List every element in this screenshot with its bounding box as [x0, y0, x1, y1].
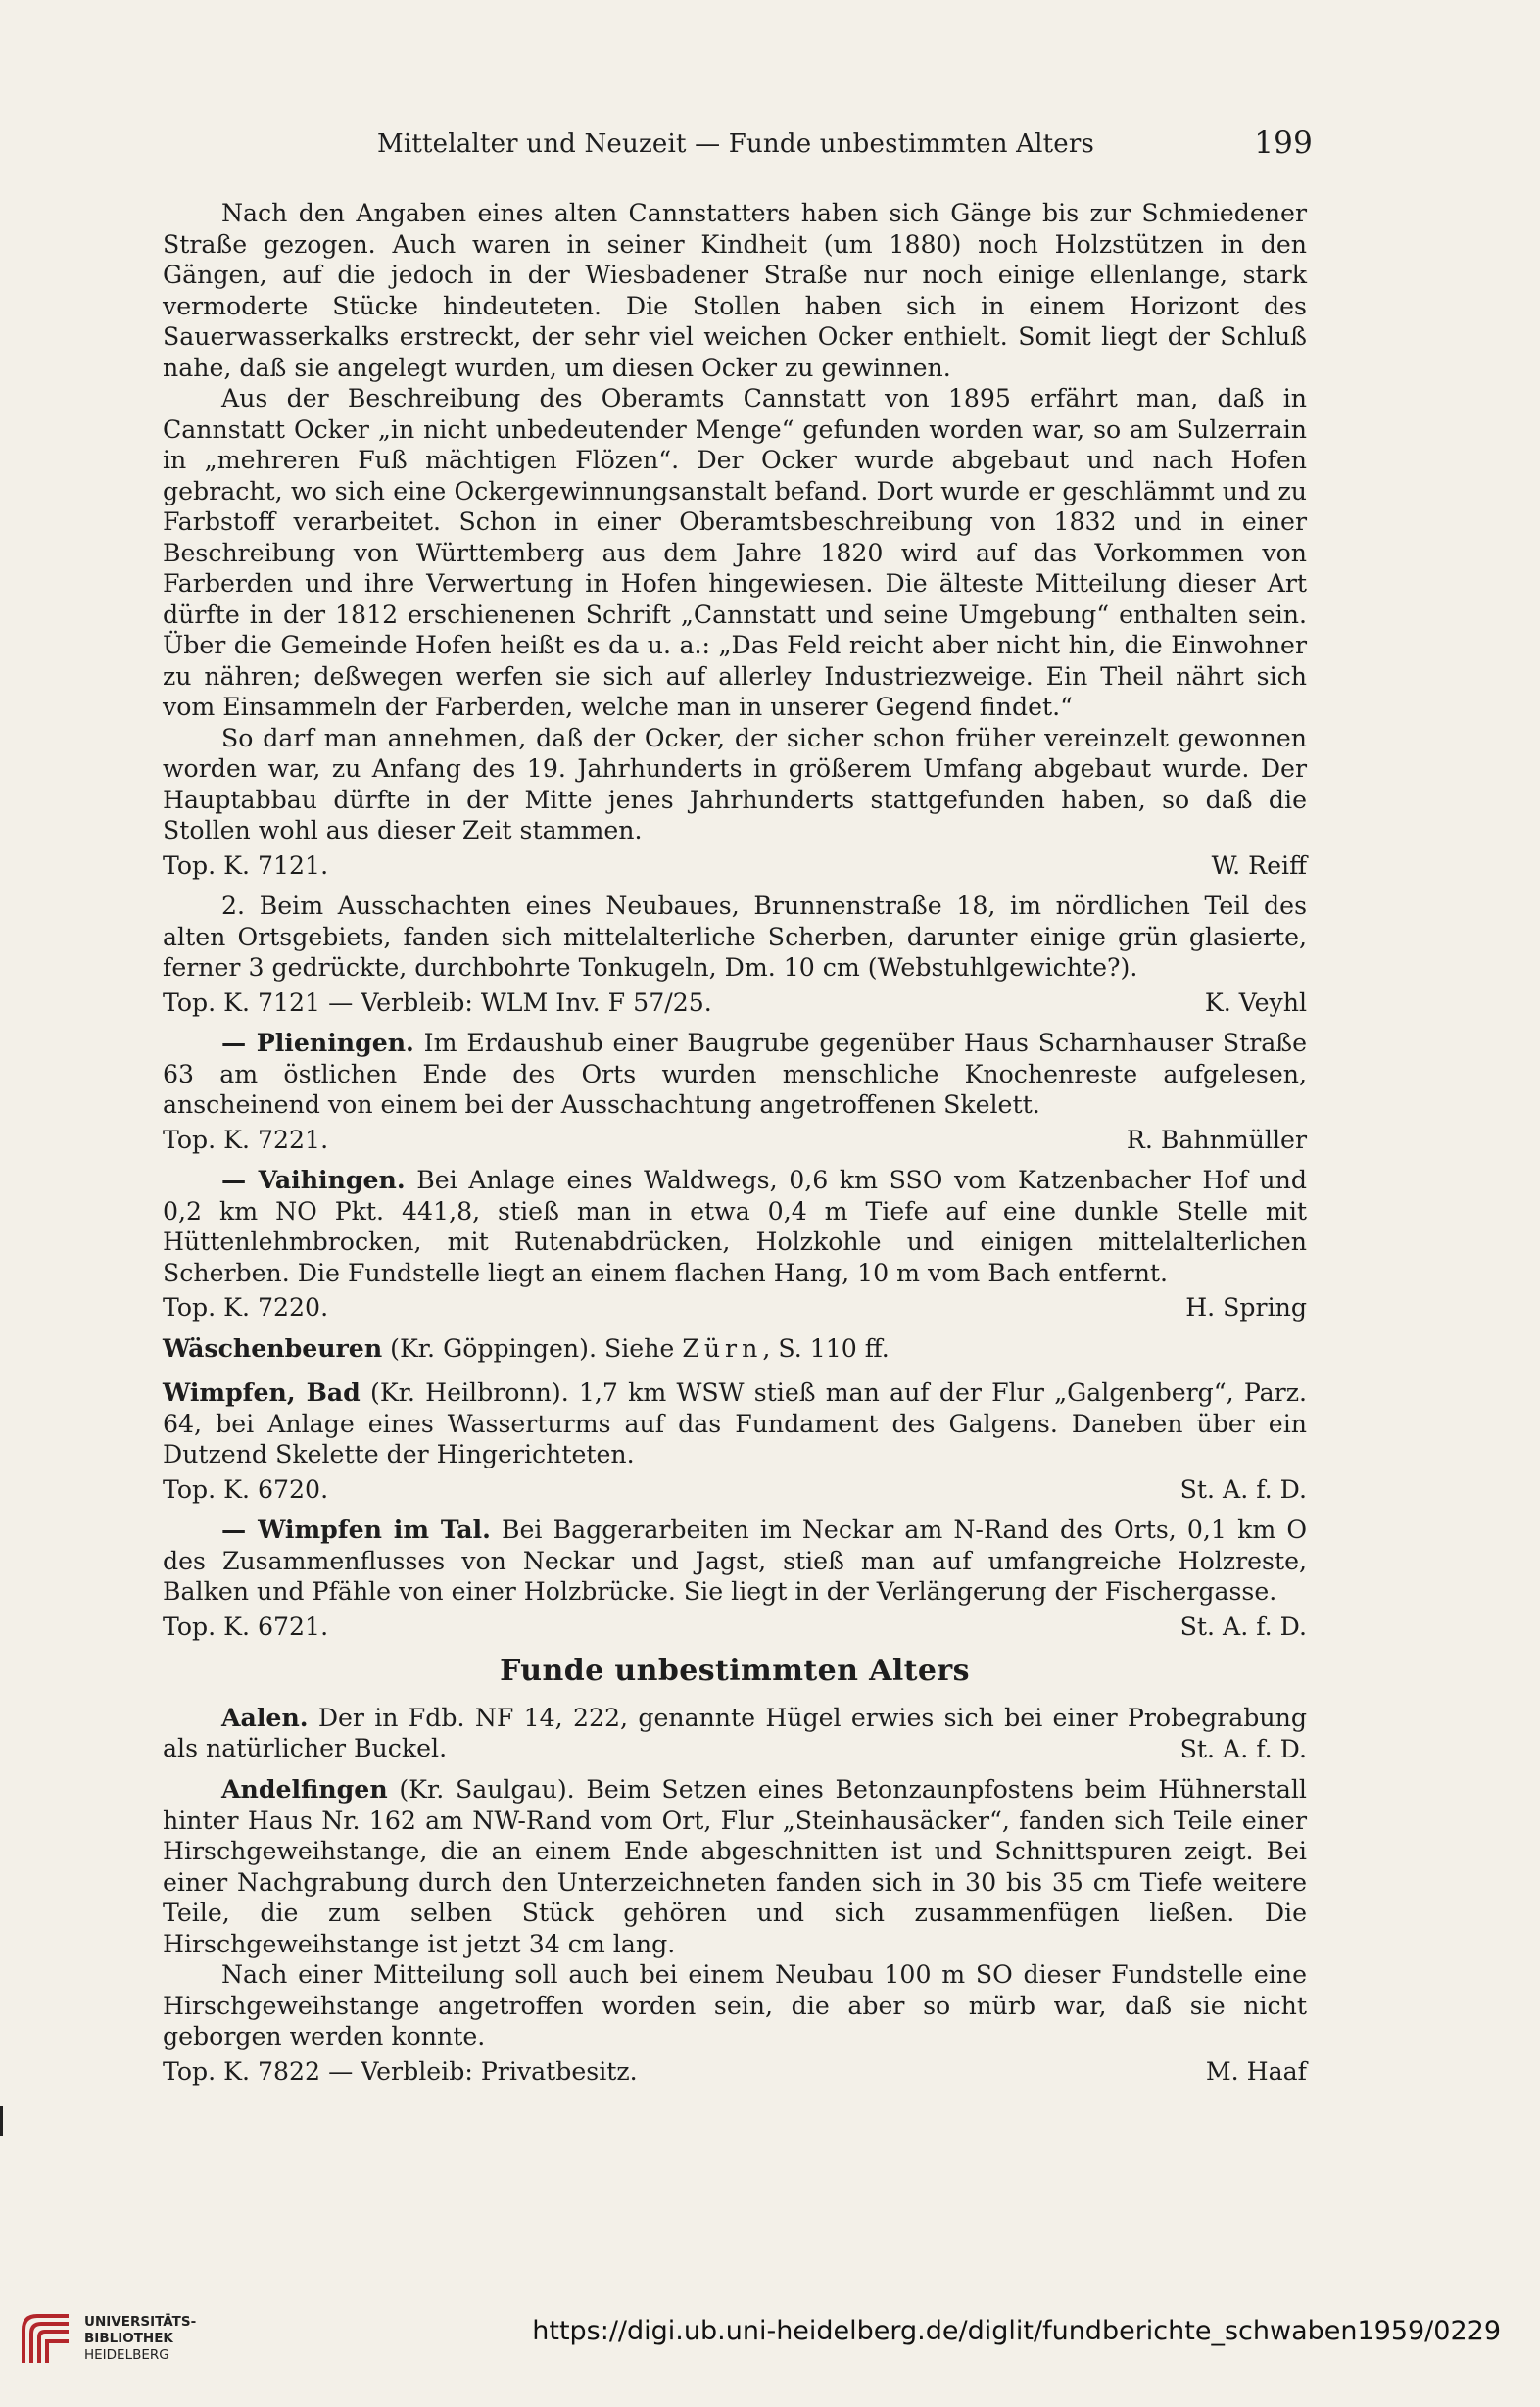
entry-heading: Wimpfen, Bad	[163, 1377, 361, 1407]
author: St. A. f. D.	[1179, 1612, 1307, 1641]
entry-andelfingen	[163, 1774, 1307, 1959]
library-name: UNIVERSITÄTS- BIBLIOTHEK HEIDELBERG	[84, 2314, 197, 2363]
reference-line	[163, 987, 1307, 1019]
author: St. A. f. D.	[1179, 1734, 1307, 1763]
entry-text: Bei Baggerarbeiten im Neckar am N-Rand des Orts, 0,1 km O des Zusammenflusses von Neckar und Jagst, stieß man auf umfangreiche Holzreste, Balken und Pfähle von einer Holzbrücke. Sie liegt in der Verlängerung der Fischergasse.	[163, 1516, 1307, 1606]
author: K. Veyhl	[1204, 987, 1307, 1017]
entry-heading: Andelfingen	[221, 1774, 388, 1804]
section-heading: Funde unbestimmten Alters	[500, 1654, 970, 1688]
page-body	[163, 198, 1307, 2096]
author: R. Bahnmüller	[1126, 1125, 1307, 1154]
paragraph: Aus der Beschreibung des Oberamts Cannstatt von 1895 erfährt man, daß in Cannstatt Ocker „in nicht unbedeutender Menge“ gefunden worden war, so am Sulzerrain in „mehreren Fuß mächtigen Flözen“. Der Ocker wurde abgebaut und nach Hofen gebracht, wo sich eine Ockergewinnungsanstalt befand. Dort wurde er geschlämmt und zu Farbstoff verarbeitet. Schon in einer Oberamtsbeschreibung von 1832 und in einer Beschreibung von Württemberg aus dem Jahre 1820 wird auf das Vorkommen von Farberden und ihre Verwertung in Hofen hingewiesen. Die älteste Mitteilung dieser Art dürfte in der 1812 erschienenen Schrift „Cannstatt und seine Umgebung“ enthalten sein. Über die Gemeinde Hofen heißt es da u. a.: „Das Feld reicht aber nicht hin, die Einwohner zu nähren; deßwegen werfen sie sich auf allerley Industriezweige. Ein Theil nährt sich vom Einsammeln der Farberden, welche man in unserer Gegend findet.“	[163, 384, 1307, 721]
map-reference: Top. K. 6720.	[163, 1474, 329, 1504]
source-url-link[interactable]: https://digi.ub.uni-heidelberg.de/diglit/fundberichte_schwaben1959/0229	[532, 2316, 1501, 2346]
page-number: 199	[1254, 125, 1313, 161]
entry-heading: Wäschenbeuren	[163, 1332, 383, 1363]
entry-wimpfen-bad	[163, 1377, 1307, 1470]
author-reference: Zürn	[682, 1333, 763, 1363]
reference-line	[163, 1125, 1307, 1156]
map-reference: Top. K. 7822 — Verbleib: Privatbesitz.	[163, 2056, 638, 2086]
map-reference: Top. K. 7121 — Verbleib: WLM Inv. F 57/25.	[163, 987, 712, 1017]
entry-text: , S. 110 ff.	[762, 1333, 890, 1363]
author: St. A. f. D.	[1179, 1474, 1307, 1504]
reference-line	[163, 1292, 1307, 1324]
running-title: Mittelalter und Neuzeit — Funde unbestimmten Alters	[377, 129, 1095, 159]
entry-heading: — Plieningen.	[221, 1028, 414, 1057]
map-reference: Top. K. 7121.	[163, 850, 329, 880]
entry-waschenbeuren	[163, 1333, 1307, 1365]
entry-text: Der in Fdb. NF 14, 222, genannte Hügel erwies sich bei einer Probegrabung als natürlicher Buckel.	[163, 1703, 1307, 1762]
map-reference: Top. K. 6721.	[163, 1612, 329, 1641]
entry-wimpfen-im-tal	[163, 1515, 1307, 1608]
paragraph: 2. Beim Ausschachten eines Neubaues, Brunnenstraße 18, im nördlichen Teil des alten Ortsgebiets, fanden sich mittelalterliche Scherben, darunter einige grün glasierte, ferner 3 gedrückte, durchbohrte Tonkugeln, Dm. 10 cm (Webstuhlgewichte?).	[163, 891, 1307, 982]
paragraph: Nach einer Mitteilung soll auch bei einem Neubau 100 m SO dieser Fundstelle eine Hirschgeweihstange angetroffen worden sein, die aber so mürb war, daß sie nicht geborgen werden konnte.	[163, 1960, 1307, 2050]
footer	[0, 2283, 1540, 2407]
map-reference: Top. K. 7220.	[163, 1293, 329, 1322]
entry-heading: — Wimpfen im Tal.	[221, 1515, 491, 1544]
entry-text: Im Erdaushub einer Baugrube gegenüber Haus Scharnhauser Straße 63 am östlichen Ende des Orts wurden menschliche Knochenreste aufgelesen, anscheinend von einem bei der Ausschachtung angetroffenen Skelett.	[163, 1029, 1307, 1119]
entry-text: Bei Anlage eines Waldwegs, 0,6 km SSO vom Katzenbacher Hof und 0,2 km NO Pkt. 441,8, stieß man in etwa 0,4 m Tiefe auf eine dunkle Stelle mit Hüttenlehmbrocken, mit Rutenabdrücken, Holzkohle und einigen mittelalterlichen Scherben. Die Fundstelle liegt an einem flachen Hang, 10 m vom Bach entfernt.	[163, 1166, 1307, 1287]
author: H. Spring	[1185, 1293, 1307, 1322]
reference-line	[163, 1612, 1307, 1643]
paragraph: Nach den Angaben eines alten Cannstatters haben sich Gänge bis zur Schmiedener Straße gezogen. Auch waren in seiner Kindheit (um 1880) noch Holzstützen in den Gängen, auf die jedoch in der Wiesbadener Straße nur noch einige ellenlange, stark vermoderte Stücke hindeuteten. Die Stollen haben sich in einem Horizont des Sauerwasserkalks erstreckt, der sehr viel weichen Ocker enthielt. Somit liegt der Schluß nahe, daß sie angelegt wurden, um diesen Ocker zu gewinnen.	[163, 199, 1307, 382]
entry-text: (Kr. Heilbronn). 1,7 km WSW stieß man auf der Flur „Galgenberg“, Parz. 64, bei Anlage eines Wasserturms auf das Fundament des Galgens. Daneben über ein Dutzend Skelette der Hingerichteten.	[163, 1378, 1307, 1468]
entry-heading: Aalen.	[221, 1702, 309, 1732]
author: W. Reiff	[1211, 850, 1307, 880]
library-logo-icon	[18, 2310, 76, 2369]
reference-line	[163, 850, 1307, 882]
entry-plieningen	[163, 1028, 1307, 1121]
reference-line	[163, 2056, 1307, 2088]
scan-edge-mark	[0, 2106, 3, 2136]
entry-vaihingen	[163, 1165, 1307, 1288]
entry-text: (Kr. Göppingen). Siehe	[382, 1333, 683, 1363]
running-header	[377, 125, 1313, 165]
author: M. Haaf	[1205, 2056, 1307, 2086]
reference-line	[163, 1474, 1307, 1506]
paragraph: So darf man annehmen, daß der Ocker, der sicher schon früher vereinzelt gewonnen worden war, zu Anfang des 19. Jahrhunderts in größerem Umfang abgebaut wurde. Der Hauptabbau dürfte in der Mitte jenes Jahrhunderts stattgefunden haben, so daß die Stollen wohl aus dieser Zeit stammen.	[163, 723, 1307, 844]
map-reference: Top. K. 7221.	[163, 1125, 329, 1154]
entry-text: (Kr. Saulgau). Beim Setzen eines Betonzaunpfostens beim Hühnerstall hinter Haus Nr. 162 am NW-Rand vom Ort, Flur „Steinhausäcker“, fanden sich Teile einer Hirschgeweihstange, die an einem Ende abgeschnitten ist und Schnittspuren zeigt. Bei einer Nachgrabung durch den Unterzeichneten fanden sich in 30 bis 35 cm Tiefe weitere Teile, die zum selben Stück gehören und sich zusammenfügen ließen. Die Hirschgeweihstange ist jetzt 34 cm lang.	[163, 1775, 1307, 1958]
entry-heading: — Vaihingen.	[221, 1165, 406, 1194]
